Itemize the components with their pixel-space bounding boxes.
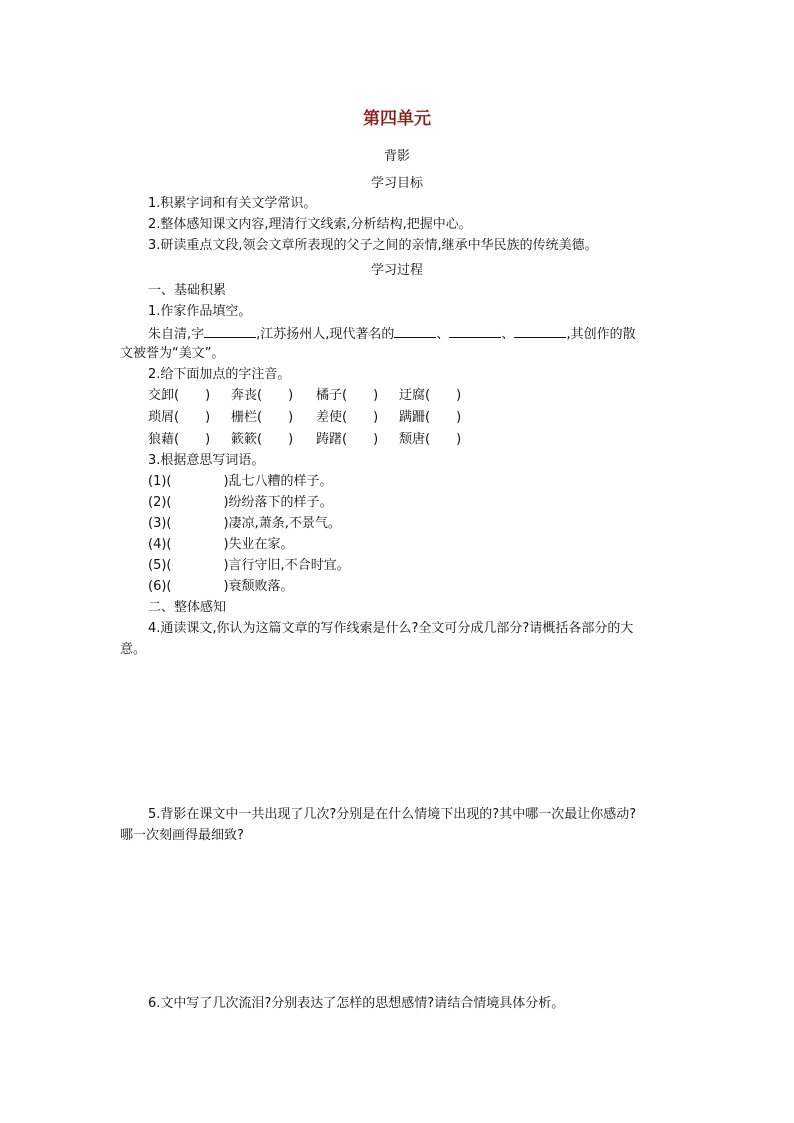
lesson-title: 背影 — [383, 149, 410, 164]
goal-item-2: 2.整体感知课文内容,理清行文线索,分析结构,把握中心。 — [148, 217, 472, 232]
goals-heading: 学习目标 — [370, 176, 423, 191]
q3-prompt: 3.根据意思写词语。 — [148, 453, 265, 468]
q4-line-2: 意。 — [120, 642, 147, 657]
section-basic-accumulation: 一、基础积累 — [148, 283, 227, 298]
q1-line-2: 文被誉为“美文”。 — [120, 346, 225, 361]
pinyin-item: 迂腐( ) — [399, 388, 462, 403]
q1-prompt: 1.作家作品填空。 — [148, 304, 252, 319]
pinyin-item: 踌躇( ) — [316, 432, 379, 447]
q5-line-1: 5.背影在课文中一共出现了几次?分别是在什么情境下出现的?其中哪一次最让你感动? — [148, 807, 637, 822]
pinyin-item: 蹒跚( ) — [399, 410, 462, 425]
q1-sep-1: 、 — [436, 327, 450, 342]
q2-prompt: 2.给下面加点的字注音。 — [148, 367, 291, 382]
q3-item-3: (3)( )凄凉,萧条,不景气。 — [148, 516, 341, 531]
pinyin-item: 琐屑( ) — [148, 410, 211, 425]
q1-text-c: ,其创作的散 — [566, 327, 636, 342]
q1-text-b: ,江苏扬州人,现代著名的 — [256, 327, 395, 342]
pinyin-item: 交卸( ) — [148, 388, 211, 403]
pinyin-item: 差使( ) — [316, 410, 379, 425]
pinyin-item: 狼藉( ) — [148, 432, 211, 447]
q3-item-2: (2)( )纷纷落下的样子。 — [148, 495, 333, 510]
q1-blank-2[interactable] — [449, 324, 501, 338]
goal-item-1: 1.积累字词和有关文学常识。 — [148, 196, 317, 211]
pinyin-item: 簌簌( ) — [231, 432, 294, 447]
pinyin-item: 奔丧( ) — [231, 388, 294, 403]
q1-blank-courtesy-name[interactable] — [204, 324, 256, 338]
q1-blank-3[interactable] — [514, 324, 566, 338]
q4-line-1: 4.通读课文,你认为这篇文章的写作线索是什么?全文可分成几部分?请概括各部分的大 — [148, 621, 634, 636]
unit-title: 第四单元 — [363, 109, 431, 129]
q3-item-4: (4)( )失业在家。 — [148, 537, 294, 552]
q3-item-1: (1)( )乱七八糟的样子。 — [148, 474, 333, 489]
q6-line-1: 6.文中写了几次流泪?分别表达了怎样的思想感情?请结合情境具体分析。 — [148, 996, 565, 1011]
q1-sep-2: 、 — [501, 327, 515, 342]
q1-blank-1[interactable] — [394, 324, 436, 338]
q1-text-a: 朱自清,字 — [148, 327, 205, 342]
q1-fill-line — [148, 324, 636, 344]
goal-item-3: 3.研读重点文段,领会文章所表现的父子之间的亲情,继承中华民族的传统美德。 — [148, 238, 598, 253]
q5-line-2: 哪一次刻画得最细致? — [120, 828, 244, 843]
pinyin-item: 栅栏( ) — [231, 410, 294, 425]
pinyin-item: 颓唐( ) — [399, 432, 462, 447]
section-overall-perception: 二、整体感知 — [148, 600, 227, 615]
q3-item-5: (5)( )言行守旧,不合时宜。 — [148, 558, 350, 573]
process-heading: 学习过程 — [370, 263, 423, 278]
q3-item-6: (6)( )衰颓败落。 — [148, 579, 294, 594]
pinyin-item: 橘子( ) — [316, 388, 379, 403]
